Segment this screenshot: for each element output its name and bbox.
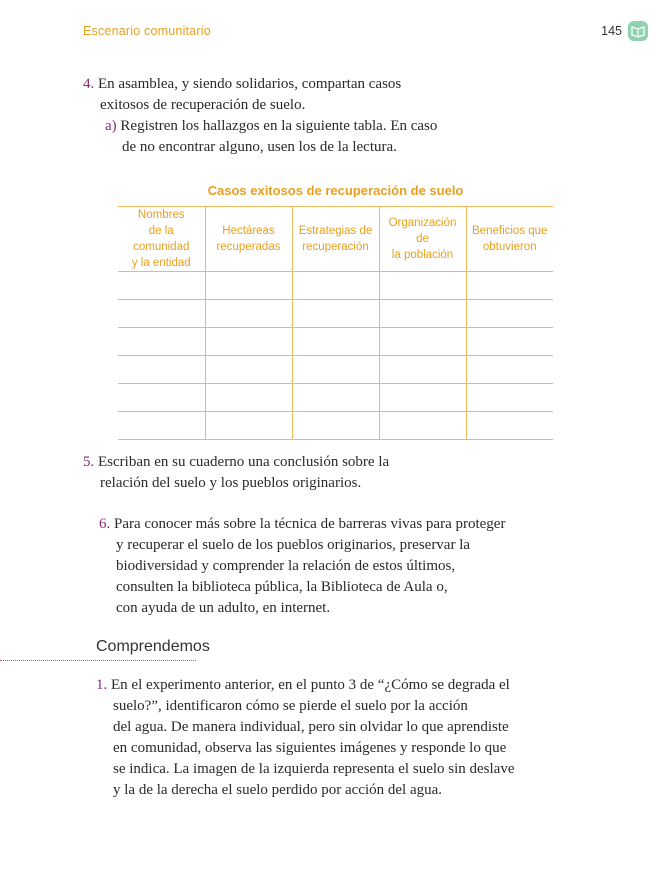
item-6-line-2: y recuperar el suelo de los pueblos originarios, preservar la: [116, 537, 471, 553]
column-header-community: [118, 207, 205, 272]
table-cell[interactable]: [118, 328, 205, 356]
header-line: la población: [391, 249, 454, 261]
item-5: [83, 452, 543, 494]
item-6-number: 6.: [99, 516, 111, 532]
page-number: 145: [601, 24, 622, 38]
section-heading: Comprendemos: [96, 638, 210, 655]
table-row: [118, 412, 553, 440]
table-cell[interactable]: [205, 328, 292, 356]
item-6: [99, 514, 539, 619]
header-line: obtuvieron: [482, 241, 537, 253]
section-divider: [0, 660, 196, 661]
table-cell[interactable]: [118, 300, 205, 328]
table-row: [118, 300, 553, 328]
cases-table: [118, 206, 553, 440]
table-cell[interactable]: [292, 272, 379, 300]
item-4-line-2: exitosos de recuperación de suelo.: [100, 97, 306, 113]
item-1-line-3: del agua. De manera individual, pero sin olvidar lo que aprendiste: [113, 719, 509, 735]
table-cell[interactable]: [466, 384, 553, 412]
table-cell[interactable]: [379, 328, 466, 356]
item-1: [96, 675, 536, 801]
column-header-hectares: [205, 207, 292, 272]
header-line: y la entidad: [131, 257, 191, 269]
item-4a-line-1: Registren los hallazgos en la siguiente tabla. En caso: [120, 118, 438, 134]
table-cell[interactable]: [379, 272, 466, 300]
book-icon: [628, 21, 648, 41]
item-1-line-2: suelo?”, identificaron cómo se pierde el suelo por la acción: [113, 698, 468, 714]
table-cell[interactable]: [466, 356, 553, 384]
item-4-line-1: En asamblea, y siendo solidarios, compartan casos: [98, 76, 402, 92]
header-line: Hectáreas: [222, 225, 275, 237]
item-4a: [105, 116, 565, 158]
table-cell[interactable]: [292, 328, 379, 356]
item-1-line-5: se indica. La imagen de la izquierda representa el suelo sin deslave: [113, 761, 515, 777]
table-cell[interactable]: [205, 356, 292, 384]
table-cell[interactable]: [379, 300, 466, 328]
item-6-line-5: con ayuda de un adulto, en internet.: [116, 600, 331, 616]
table-title: Casos exitosos de recuperación de suelo: [207, 183, 464, 198]
table-cell[interactable]: [292, 384, 379, 412]
table-cell[interactable]: [205, 272, 292, 300]
table-cell[interactable]: [292, 356, 379, 384]
table-cell[interactable]: [466, 300, 553, 328]
item-1-line-6: y la de la derecha el suelo perdido por acción del agua.: [113, 782, 443, 798]
table-body: [118, 272, 553, 440]
header-line: Nombres: [137, 209, 185, 221]
item-5-line-1: Escriban en su cuaderno una conclusión sobre la: [98, 454, 390, 470]
header-line: recuperación: [302, 241, 369, 253]
table-cell[interactable]: [292, 300, 379, 328]
column-header-strategies: [292, 207, 379, 272]
item-5-number: 5.: [83, 454, 95, 470]
table-row: [118, 356, 553, 384]
table-cell[interactable]: [118, 356, 205, 384]
table-cell[interactable]: [466, 412, 553, 440]
table-cell[interactable]: [379, 356, 466, 384]
table-row: [118, 328, 553, 356]
section-title: Escenario comunitario: [83, 24, 211, 38]
table-cell[interactable]: [205, 384, 292, 412]
table-cell[interactable]: [205, 412, 292, 440]
item-6-line-3: biodiversidad y comprender la relación de estos últimos,: [116, 558, 456, 574]
table-row: [118, 272, 553, 300]
table-cell[interactable]: [118, 272, 205, 300]
header-line: recuperadas: [216, 241, 281, 253]
table-cell[interactable]: [292, 412, 379, 440]
header-line: Estrategias de: [298, 225, 373, 237]
header-line: de la comunidad: [133, 225, 190, 253]
item-6-line-1: Para conocer más sobre la técnica de barreras vivas para proteger: [114, 516, 506, 532]
table-header-row: [118, 207, 553, 272]
table-cell[interactable]: [118, 412, 205, 440]
item-4a-label: a): [105, 118, 117, 134]
table-cell[interactable]: [466, 328, 553, 356]
item-6-line-4: consulten la biblioteca pública, la Biblioteca de Aula o,: [116, 579, 448, 595]
book-icon-glyph: [628, 21, 648, 41]
item-1-line-1: En el experimento anterior, en el punto 3 de “¿Cómo se degrada el: [111, 677, 510, 693]
table-cell[interactable]: [379, 412, 466, 440]
item-5-line-2: relación del suelo y los pueblos originarios.: [100, 475, 362, 491]
item-1-number: 1.: [96, 677, 108, 693]
column-header-benefits: [466, 207, 553, 272]
item-4: [83, 74, 543, 116]
column-header-organization: [379, 207, 466, 272]
header-line: Organización de: [388, 217, 457, 245]
item-4-number: 4.: [83, 76, 95, 92]
header-line: Beneficios que: [472, 225, 548, 237]
table-cell[interactable]: [118, 384, 205, 412]
item-4a-line-2: de no encontrar alguno, usen los de la lectura.: [122, 139, 397, 155]
table-cell[interactable]: [379, 384, 466, 412]
table-cell[interactable]: [466, 272, 553, 300]
table-cell[interactable]: [205, 300, 292, 328]
table-row: [118, 384, 553, 412]
item-1-line-4: en comunidad, observa las siguientes imágenes y responde lo que: [113, 740, 507, 756]
